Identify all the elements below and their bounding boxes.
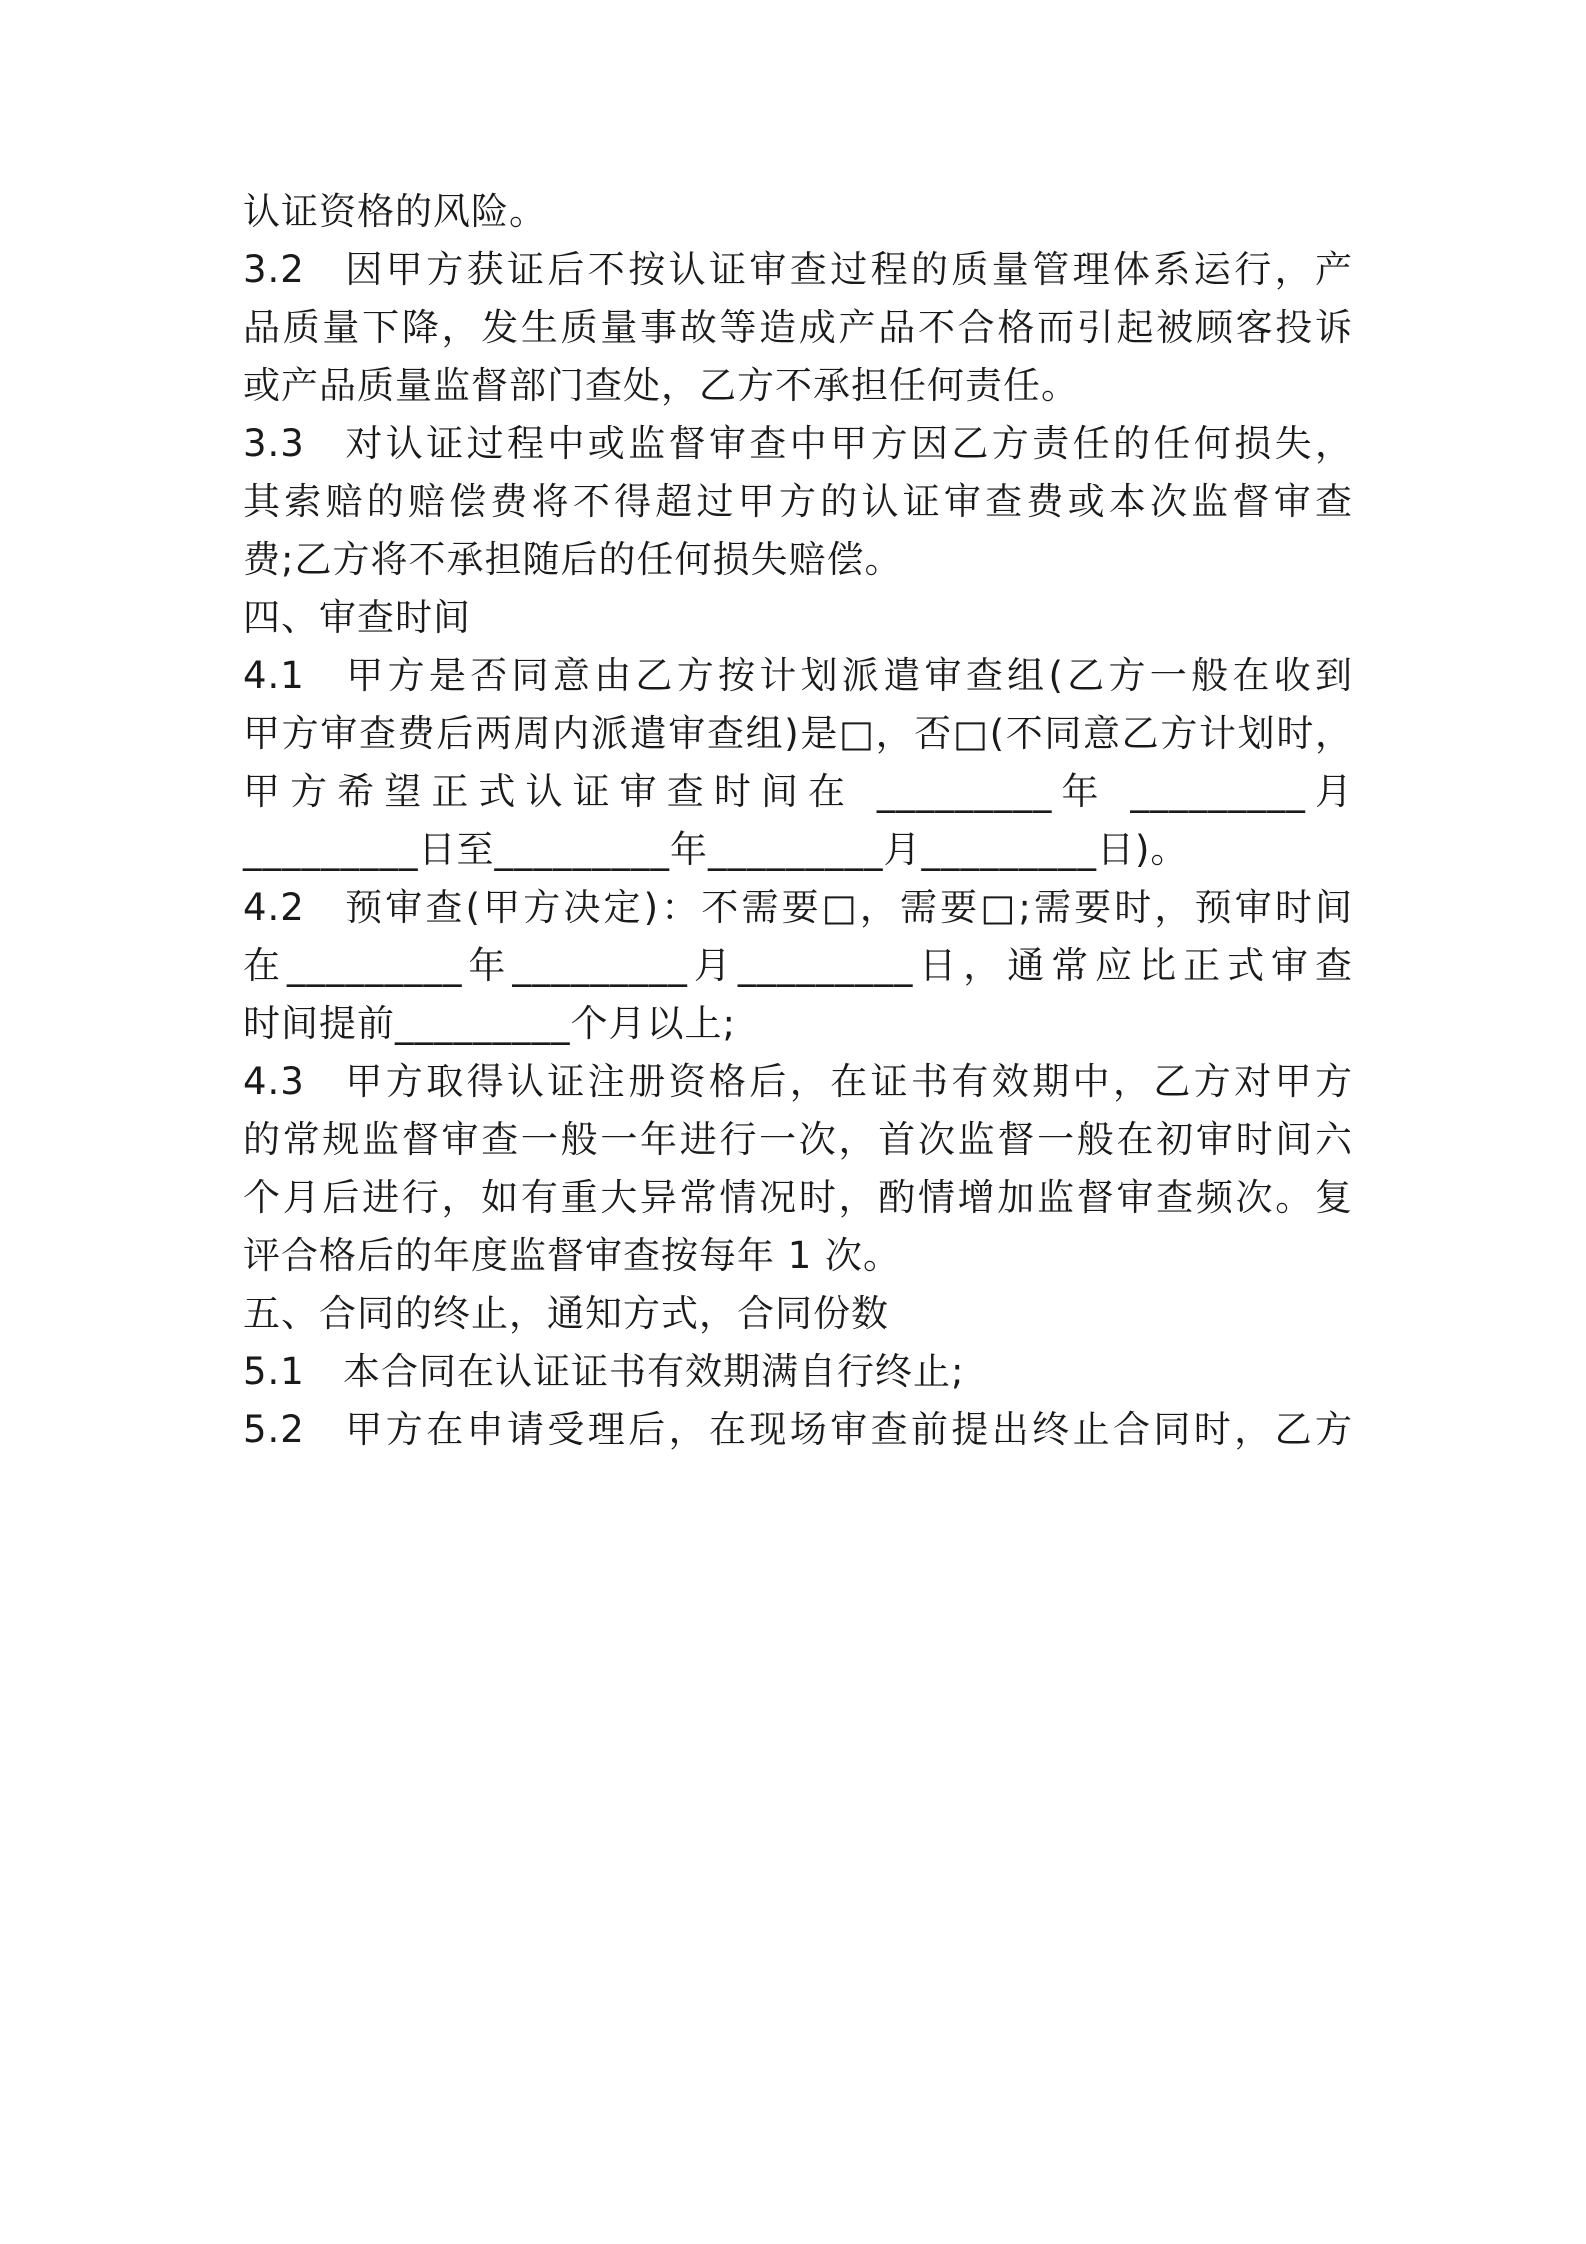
clause-5-2-line: 5.2 甲方在申请受理后，在现场审查前提出终止合同时，乙方 (243, 1408, 1353, 1451)
clause-number: 4.3 (243, 1060, 305, 1103)
clause-3-2-line: 3.2 因甲方获证后不按认证审查过程的质量管理体系运行，产 (243, 248, 1353, 291)
section-heading: 五、合同的终止，通知方式，合同份数 (243, 1292, 889, 1335)
paragraph-line: 在_________年_________月_________日，通常应比正式审查 (243, 944, 1353, 987)
clause-number: 5.1 (243, 1350, 305, 1393)
paragraph-line: 时间提前_________个月以上; (243, 1002, 736, 1045)
paragraph-line: 其索赔的赔偿费将不得超过甲方的认证审查费或本次监督审查 (243, 480, 1353, 523)
clause-4-1-line: 4.1 甲方是否同意由乙方按计划派遣审查组(乙方一般在收到 (243, 654, 1353, 697)
paragraph-line: 甲方希望正式认证审查时间在 _________年 _________月 (243, 770, 1353, 813)
paragraph-line: 或产品质量监督部门查处，乙方不承担任何责任。 (243, 364, 1079, 407)
clause-4-2-line: 4.2 预审查(甲方决定)：不需要□，需要□;需要时，预审时间 (243, 886, 1353, 929)
paragraph-line: 个月后进行，如有重大异常情况时，酌情增加监督审查频次。复 (243, 1176, 1353, 1219)
paragraph-line: 费;乙方将不承担随后的任何损失赔偿。 (243, 538, 903, 581)
clause-number: 4.1 (243, 654, 305, 697)
paragraph-line: 的常规监督审查一般一年进行一次，首次监督一般在初审时间六 (243, 1118, 1353, 1161)
clause-number: 5.2 (243, 1408, 305, 1451)
clause-number: 3.2 (243, 248, 305, 291)
clause-4-3-line: 4.3 甲方取得认证注册资格后，在证书有效期中，乙方对甲方 (243, 1060, 1353, 1103)
paragraph-line: 甲方审查费后两周内派遣审查组)是□，否□(不同意乙方计划时， (243, 712, 1353, 755)
clause-5-1-line: 5.1 本合同在认证证书有效期满自行终止; (243, 1350, 965, 1393)
clause-number: 4.2 (243, 886, 305, 929)
paragraph-line: 评合格后的年度监督审查按每年 1 次。 (243, 1234, 902, 1277)
section-heading: 四、审查时间 (243, 596, 471, 639)
paragraph-line: 认证资格的风险。 (243, 190, 547, 233)
clause-number: 3.3 (243, 422, 305, 465)
clause-3-3-line: 3.3 对认证过程中或监督审查中甲方因乙方责任的任何损失， (243, 422, 1353, 465)
paragraph-line: _________日至_________年_________月_________日)。 (243, 828, 1189, 871)
paragraph-line: 品质量下降，发生质量事故等造成产品不合格而引起被顾客投诉 (243, 306, 1353, 349)
